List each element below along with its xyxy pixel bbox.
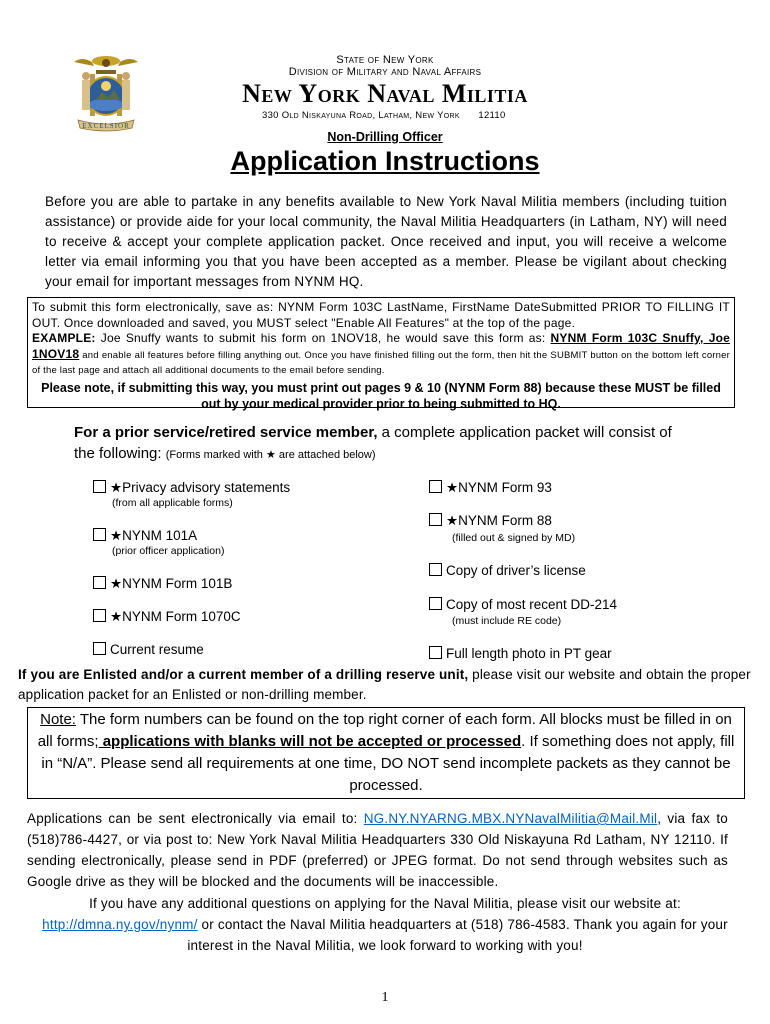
star-icon: ★ — [446, 513, 459, 528]
email-link[interactable]: NG.NY.NYARNG.MBX.NYNavalMilitia@Mail.Mil — [363, 811, 658, 826]
seal-motto: EXCELSIOR — [82, 122, 130, 130]
checklist-item-101b — [93, 576, 232, 592]
closing-text-2: or contact the Naval Militia headquarters at (518) 786-4583. Thank you again for your interest in the Naval Militia, we look forward to working with you! — [187, 917, 728, 953]
star-icon: ★ — [110, 480, 123, 495]
checklist-label: NYNM Form 88 — [458, 513, 552, 528]
letterhead-zip: 12110 — [478, 110, 506, 121]
checklist-label: NYNM Form 93 — [458, 480, 552, 495]
forms-note-suffix: are attached below) — [275, 449, 376, 461]
closing-text-1: If you have any additional questions on applying for the Naval Militia, please visit our website at: — [89, 896, 681, 911]
checklist-item-1070c — [93, 609, 241, 625]
checklist-item-drivers-license — [429, 563, 586, 578]
closing-paragraph — [25, 893, 745, 956]
forms-note — [166, 449, 376, 461]
electronic-example — [32, 331, 730, 378]
example-text: Joe Snuffy wants to submit his form on 1NOV18, he would save this form as: — [95, 331, 551, 345]
note-text-1: The form numbers can be found on the top right corner of each form. All blocks must be filled in on all forms; — [37, 711, 732, 750]
checklist-label: Copy of most recent DD-214 — [446, 597, 618, 612]
example-small-text: and enable all features before filling anything out. Once you have finished filling out the form, then hit the SUBMIT button on the bottom left corner of the last page and attach all additional documents to the email before sending. — [32, 349, 730, 376]
checklist-label: Copy of driver’s license — [446, 563, 586, 578]
checkbox[interactable] — [93, 480, 106, 493]
checklist-item-resume — [93, 642, 204, 657]
letterhead-state: State of New York — [336, 54, 434, 66]
star-icon: ★ — [265, 449, 276, 461]
checkbox[interactable] — [429, 563, 442, 576]
page-title: Application Instructions — [230, 146, 540, 176]
checklist-label: NYNM Form 101B — [122, 576, 233, 591]
org-name: New York Naval Militia — [242, 79, 528, 108]
checkbox[interactable] — [93, 528, 106, 541]
checklist-label: NYNM 101A — [122, 528, 198, 543]
prior-service-bold: For a prior service/retired service member, — [74, 424, 378, 441]
letterhead-address: 330 Old Niskayuna Road, Latham, New York — [262, 110, 460, 121]
checklist-item-dd214 — [429, 597, 617, 612]
checkbox[interactable] — [429, 646, 442, 659]
checklist-label: Privacy advisory statements — [122, 480, 291, 495]
star-icon: ★ — [446, 480, 459, 495]
note-box — [27, 707, 745, 799]
star-icon: ★ — [110, 576, 123, 591]
checklist-item-photo — [429, 646, 612, 661]
checklist-item-101a — [93, 528, 197, 544]
checklist-label: NYNM Form 1070C — [122, 609, 241, 624]
website-link[interactable]: http://dmna.ny.gov/nynm/ — [42, 917, 198, 932]
checklist-subtext: (must include RE code) — [452, 615, 562, 627]
intro-paragraph: Before you are able to partake in any benefits available to New York Naval Militia members (including tuition assistance) or provide aide for your local community, the Naval Militia Headquarters (in Latham, NY) will need to receive & accept your complete application packet. Once received and input, you will receive a welcome letter via email informing you that you have been accepted as a member. Please be vigilant about checking your email for important messages from NYNM HQ. — [45, 194, 727, 289]
submission-text-1: Applications can be sent electronically via email to: — [27, 811, 364, 826]
note-label: Note: — [40, 711, 76, 728]
medical-note: Please note, if submitting this way, you must print out pages 9 & 10 (NYNM Form 88) because these MUST be filled out by your medical provider prior to being submitted to HQ. — [41, 380, 721, 411]
checkbox[interactable] — [429, 597, 442, 610]
electronic-instructions: To submit this form electronically, save as: NYNM Form 103C LastName, FirstName DateSubmitted PRIOR TO FILLING IT OUT. Once downloaded and saved, you MUST select "Enable All Features" at the top of the page. — [32, 300, 730, 330]
checklist-subtext: (from all applicable forms) — [112, 497, 233, 509]
enlisted-paragraph — [18, 665, 753, 705]
electronic-submission-box — [27, 297, 735, 411]
checkbox[interactable] — [429, 513, 442, 526]
checklist-item-privacy — [93, 480, 290, 496]
forms-note-prefix: (Forms marked with — [165, 449, 266, 461]
enlisted-text: please visit our website and obtain the proper application packet for an Enlisted or non-drilling member. — [18, 667, 751, 702]
letterhead-division: Division of Military and Naval Affairs — [288, 66, 482, 78]
star-icon: ★ — [110, 609, 123, 624]
star-icon: ★ — [110, 528, 123, 543]
note-bold: applications with blanks will not be accepted or processed — [98, 733, 522, 750]
checklist-subtext: (prior officer application) — [112, 545, 225, 557]
ny-state-seal-icon — [68, 52, 144, 138]
example-filename: NYNM Form 103C Snuffy, Joe 1NOV18 — [32, 331, 730, 361]
checkbox[interactable] — [93, 576, 106, 589]
checklist-label: Current resume — [110, 642, 204, 657]
checklist-item-form93 — [429, 480, 552, 496]
checklist-label: Full length photo in PT gear — [446, 646, 612, 661]
submission-text-2: , via fax to (518)786-4427, or via post to: New York Naval Militia Headquarters 330 Old Niskayuna Rd Latham, NY 12110. If sending electronically, please send in PDF (preferred) or JPEG format. Do not send through websites such as Google drive as they will be blocked and the documents will be inaccessible. — [27, 811, 728, 889]
example-label: EXAMPLE: — [32, 331, 96, 345]
enlisted-bold: If you are Enlisted and/or a current member of a drilling reserve unit, — [18, 667, 469, 682]
prior-service-heading — [74, 422, 674, 466]
checkbox[interactable] — [429, 480, 442, 493]
submission-paragraph — [27, 808, 728, 892]
prior-service-text: a complete application packet will consist of the following: — [74, 424, 672, 462]
checklist-subtext: (filled out & signed by MD) — [452, 532, 576, 544]
note-text-2: . If something does not apply, fill in “N/A”. Please send all requirements at one time, DO NOT send incomplete packets as they cannot be processed. — [41, 733, 735, 794]
checkbox[interactable] — [93, 609, 106, 622]
page-number: 1 — [381, 990, 389, 1005]
checklist-item-form88 — [429, 513, 552, 529]
subtitle: Non-Drilling Officer — [327, 130, 443, 144]
checkbox[interactable] — [93, 642, 106, 655]
